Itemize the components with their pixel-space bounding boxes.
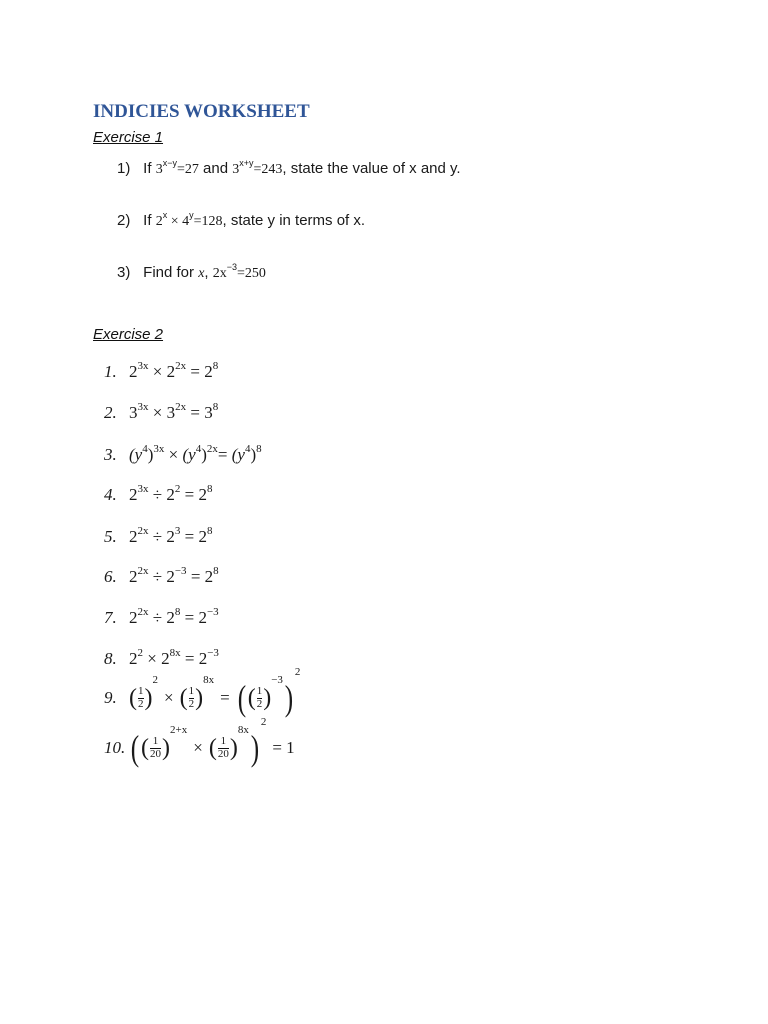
math-result: =250: [237, 266, 266, 281]
fraction-numerator: 1: [188, 684, 195, 697]
math-exponent: x+y: [239, 158, 254, 168]
question-text: , state y in terms of x.: [222, 212, 366, 229]
math-exponent: −3: [174, 565, 187, 577]
fraction-numerator: 1: [152, 734, 159, 747]
exercise-2-equation-8: [104, 649, 219, 669]
math-exponent: 3x: [137, 401, 149, 413]
exercise-2-equation-5: [104, 527, 212, 547]
math-exponent: 2: [152, 674, 158, 686]
question-text: If: [143, 212, 156, 229]
fraction-denominator: 20: [150, 747, 161, 760]
equation-number: 10.: [104, 738, 126, 757]
math-equals: =: [180, 485, 199, 504]
math-operator: ×: [193, 738, 203, 757]
math-exponent: 8x: [237, 724, 249, 736]
math-base: (y: [129, 445, 143, 464]
fraction: [218, 736, 229, 760]
fraction-denominator: 20: [217, 747, 229, 760]
math-base: (y: [231, 445, 245, 464]
math-exponent: 3x: [137, 360, 149, 372]
math-exponent: 2x: [175, 401, 187, 413]
math-operator: ×: [148, 403, 167, 422]
math-equals: =: [186, 567, 205, 586]
fraction-denominator: 2: [188, 697, 195, 710]
question-number: 2): [117, 212, 131, 229]
equation-number: 5.: [104, 527, 117, 546]
math-equals: = 1: [272, 738, 295, 757]
exercise-1-heading: Exercise 1: [93, 129, 164, 146]
math-exponent: x−y: [162, 158, 177, 168]
fraction-denominator: 2: [138, 697, 144, 710]
math-exponent: 8: [256, 443, 262, 455]
math-exponent: 8: [213, 565, 219, 577]
math-result: =128: [193, 214, 223, 229]
math-base: 2: [129, 362, 138, 381]
math-base: 2: [198, 649, 208, 668]
math-exponent: 2+x: [170, 724, 188, 736]
math-paren: ): [284, 678, 294, 718]
math-base: 3: [166, 403, 176, 422]
page-title: INDICIES WORKSHEET: [93, 101, 310, 122]
math-exponent: y: [189, 210, 194, 220]
exercise-1-question-3: [117, 264, 266, 282]
math-paren: ): [201, 445, 207, 464]
math-exponent: −3: [226, 262, 238, 272]
equation-number: 8.: [104, 649, 117, 668]
math-operator: ÷: [148, 485, 167, 504]
math-equals: =: [186, 362, 205, 381]
math-exponent: 3: [174, 525, 181, 537]
equation-number: 6.: [104, 567, 117, 586]
exercise-2-equation-10: [104, 716, 301, 768]
math-paren: (: [179, 685, 188, 711]
math-base: 2x: [212, 266, 227, 281]
math-exponent: 2: [260, 716, 267, 728]
math-exponent: −3: [206, 606, 219, 618]
math-exponent: 2x: [175, 360, 187, 372]
equation-number: 7.: [104, 608, 117, 627]
math-exponent: 8: [206, 483, 213, 495]
math-equals: =: [220, 688, 230, 707]
math-exponent: 4: [142, 443, 148, 455]
math-base: 3: [232, 162, 240, 177]
math-variable: x: [198, 266, 205, 281]
question-number: 3): [117, 264, 131, 281]
math-base: 3: [155, 162, 163, 177]
math-exponent: 3x: [137, 483, 149, 495]
math-base: 2: [166, 362, 176, 381]
fraction-numerator: 1: [256, 684, 263, 697]
math-exponent: x: [162, 210, 168, 220]
math-base: 2: [129, 649, 138, 668]
math-base: 2: [166, 485, 175, 504]
math-base: 2: [129, 527, 138, 546]
math-equals: =: [217, 445, 232, 464]
question-text: , state the value of x and y.: [282, 160, 461, 177]
math-paren: (: [129, 685, 137, 711]
math-exponent: 2: [294, 666, 301, 678]
math-base: 2: [198, 485, 207, 504]
math-operator: ×: [164, 445, 183, 464]
math-exponent: 8: [212, 360, 219, 372]
question-text: Find for: [143, 264, 199, 281]
equation-number: 4.: [104, 485, 117, 504]
math-operator: ×: [164, 688, 174, 707]
math-paren: (: [208, 735, 217, 761]
equation-number: 3.: [104, 445, 117, 464]
math-base: 2: [204, 567, 214, 586]
math-paren: ): [147, 445, 154, 464]
math-exponent: 2x: [137, 565, 149, 577]
math-exponent: 2x: [206, 443, 218, 455]
equation-number: 9.: [104, 688, 117, 707]
math-base: 2: [198, 608, 207, 627]
question-text: and: [198, 160, 233, 177]
math-term: × 4: [167, 214, 190, 229]
math-paren: ): [263, 685, 272, 711]
math-exponent: 3x: [153, 443, 165, 455]
math-base: 2: [166, 527, 175, 546]
math-exponent: 2x: [137, 606, 149, 618]
fraction-numerator: 1: [220, 734, 227, 747]
math-exponent: 2: [137, 647, 143, 659]
exercise-2-equation-3: [104, 445, 262, 465]
exercise-2-equation-4: [104, 485, 212, 505]
math-operator: ×: [143, 649, 162, 668]
math-paren: ): [250, 728, 260, 768]
math-operator: ÷: [148, 608, 167, 627]
math-exponent: 8x: [169, 647, 181, 659]
math-base: 2: [198, 527, 207, 546]
math-equals: =: [180, 608, 199, 627]
math-paren: ): [162, 735, 170, 761]
math-exponent: 4: [195, 443, 202, 455]
exercise-2-heading: Exercise 2: [93, 326, 164, 343]
math-base: 3: [204, 403, 213, 422]
math-paren: ): [250, 445, 257, 464]
math-paren: (: [237, 678, 246, 718]
math-exponent: 2x: [137, 525, 149, 537]
math-exponent: 2: [174, 483, 181, 495]
math-base: 2: [129, 485, 138, 504]
math-exponent: 8: [212, 401, 219, 413]
fraction-denominator: 2: [256, 697, 263, 710]
math-base: 3: [129, 403, 138, 422]
exercise-2-equation-7: [104, 608, 219, 628]
fraction: [189, 686, 195, 710]
equation-number: 2.: [104, 403, 117, 422]
math-equals: =: [186, 403, 205, 422]
exercise-1-question-2: [117, 212, 365, 230]
math-paren: (: [141, 735, 149, 761]
math-equals: =: [180, 527, 199, 546]
exercise-2-equation-6: [104, 567, 219, 587]
math-exponent: −3: [207, 647, 219, 659]
math-paren: ): [195, 685, 204, 711]
math-result: =27: [176, 162, 199, 177]
math-operator: ×: [148, 362, 167, 381]
math-base: 2: [166, 567, 175, 586]
math-exponent: 4: [244, 443, 251, 455]
math-base: 2: [129, 567, 138, 586]
question-text: ,: [204, 264, 213, 281]
fraction-numerator: 1: [138, 684, 144, 697]
exercise-1-question-1: [117, 160, 461, 178]
math-paren: (: [247, 685, 256, 711]
equation-number: 1.: [104, 362, 117, 381]
math-exponent: 8: [206, 525, 213, 537]
exercise-2-equation-1: [104, 362, 218, 382]
math-base: 2: [155, 214, 163, 229]
math-operator: ÷: [148, 567, 167, 586]
math-exponent: 8: [174, 606, 181, 618]
question-number: 1): [117, 160, 131, 177]
exercise-2-equation-2: [104, 403, 218, 423]
math-paren: ): [229, 735, 238, 761]
math-base: 2: [129, 608, 138, 627]
math-exponent: −3: [271, 674, 283, 686]
math-result: =243: [253, 162, 283, 177]
math-paren: (: [130, 728, 140, 768]
fraction: [138, 686, 144, 710]
exercise-2-equation-9: [104, 666, 301, 718]
math-exponent: 8x: [203, 674, 215, 686]
math-base: 2: [161, 649, 170, 668]
fraction: [257, 686, 263, 710]
math-operator: ÷: [148, 527, 167, 546]
math-base: 2: [204, 362, 213, 381]
math-equals: =: [180, 649, 199, 668]
math-base: (y: [182, 445, 196, 464]
question-text: If: [143, 160, 156, 177]
math-paren: ): [144, 685, 153, 711]
fraction: [150, 736, 161, 760]
math-base: 2: [166, 608, 175, 627]
